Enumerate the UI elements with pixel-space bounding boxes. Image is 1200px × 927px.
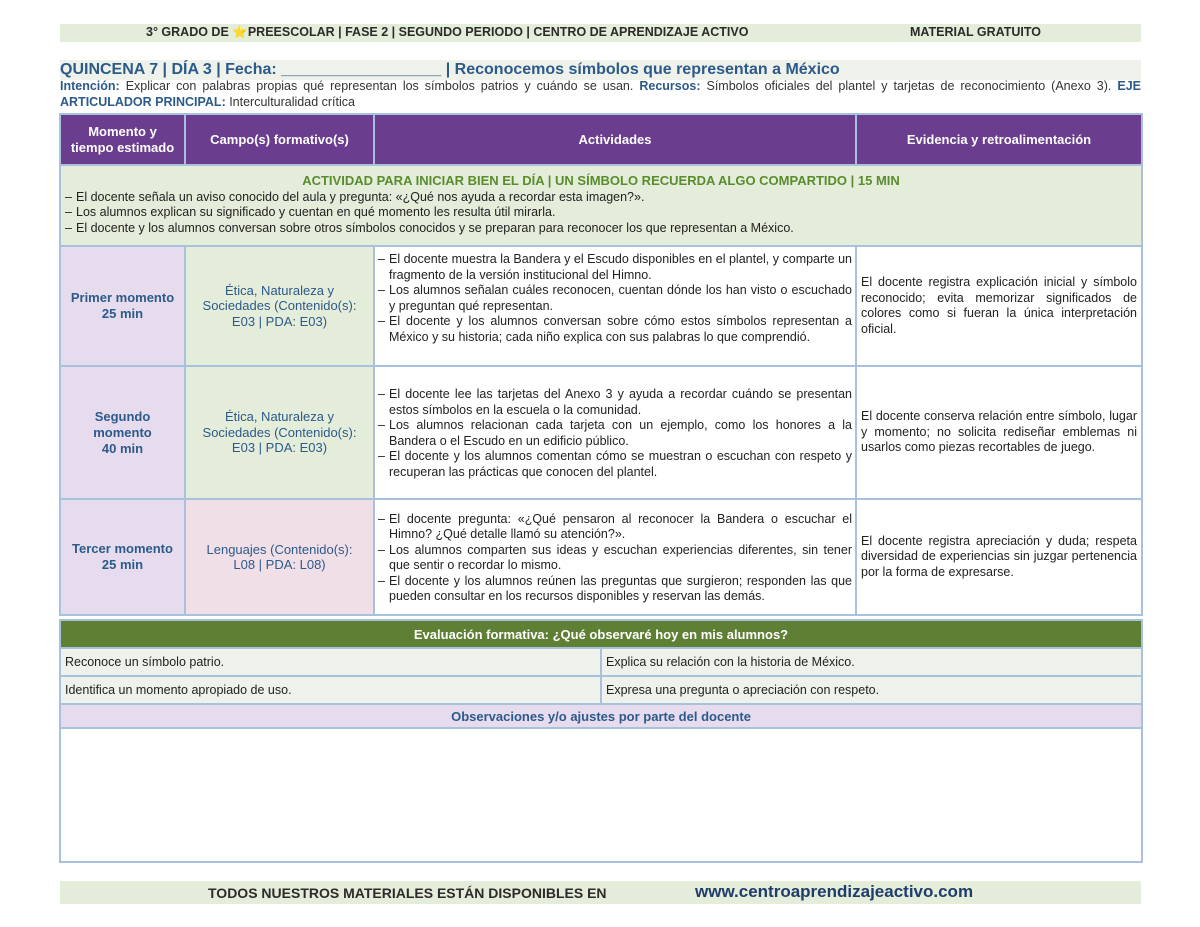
header-campo: Campo(s) formativo(s) bbox=[185, 114, 374, 165]
moment-cell: Segundo momento 40 min bbox=[60, 366, 185, 499]
list-item: – El docente y los alumnos comentan cómo se muestran o escuchan con respeto y recuperan las prácticas que conocen del plantel. bbox=[378, 449, 852, 479]
list-item: – Los alumnos señalan cuáles reconocen, cuentan dónde los han visto o escuchado y preguntan qué representan. bbox=[378, 283, 852, 313]
list-item: – El docente pregunta: «¿Qué pensaron al reconocer la Bandera o escuchar el Himno? ¿Qué detalle llamó su atención?». bbox=[378, 511, 852, 541]
intencion-text: Explicar con palabras propias qué representan los símbolos patrios y cuándo se usan. bbox=[119, 79, 640, 93]
intencion-label: Intención: bbox=[60, 79, 120, 93]
top-banner bbox=[60, 24, 1141, 42]
footer-banner bbox=[60, 881, 1141, 904]
campo-cell: Ética, Naturaleza y Sociedades (Contenido(s): E03 | PDA: E03) bbox=[185, 366, 374, 499]
start-activity-cell bbox=[60, 165, 1142, 246]
start-activity-row bbox=[60, 165, 1142, 246]
list-item: – Los alumnos comparten sus ideas y escuchan experiencias diferentes, sin tener que sentir o recordar lo mismo. bbox=[378, 542, 852, 572]
activities-cell bbox=[374, 246, 856, 366]
list-item: – Los alumnos relacionan cada tarjeta con un ejemplo, como los honores a la Bandera o el Escudo en un edificio público. bbox=[378, 418, 852, 448]
campo-cell: Lenguajes (Contenido(s): L08 | PDA: L08) bbox=[185, 499, 374, 615]
start-activity-title: ACTIVIDAD PARA INICIAR BIEN EL DÍA | UN SÍMBOLO RECUERDA ALGO COMPARTIDO | 15 MIN bbox=[302, 173, 900, 188]
observations-area[interactable] bbox=[60, 728, 1142, 862]
activities-cell bbox=[374, 499, 856, 615]
activities-cell bbox=[374, 366, 856, 499]
recursos-text: Símbolos oficiales del plantel y tarjetas de reconocimiento (Anexo 3). bbox=[700, 79, 1118, 93]
table-row bbox=[60, 366, 1142, 499]
table-header-row bbox=[60, 114, 1142, 165]
moment-cell: Primer momento 25 min bbox=[60, 246, 185, 366]
eje-text: Interculturalidad crítica bbox=[225, 94, 355, 109]
evaluation-table bbox=[59, 619, 1143, 863]
header-actividades: Actividades bbox=[374, 114, 856, 165]
footer-text: TODOS NUESTROS MATERIALES ESTÁN DISPONIBLES EN bbox=[208, 885, 607, 901]
evidence-cell: El docente registra explicación inicial y símbolo reconocido; evita memorizar significados de colores como si fueran la única interpretación oficial. bbox=[856, 246, 1142, 366]
recursos-label: Recursos: bbox=[639, 79, 701, 93]
footer-url-link[interactable]: www.centroaprendizajeactivo.com bbox=[695, 882, 974, 901]
table-row bbox=[60, 499, 1142, 615]
evidence-cell: El docente conserva relación entre símbolo, lugar y momento; no solicita rediseñar emblemas ni usarlos como piezas recortables de juego. bbox=[856, 366, 1142, 499]
observations-title: Observaciones y/o ajustes por parte del docente bbox=[60, 704, 1142, 728]
planning-table bbox=[59, 113, 1143, 616]
list-item: – El docente y los alumnos conversan sobre otros símbolos conocidos y se preparan para reconocer los que representan a México. bbox=[65, 220, 794, 235]
evidence-cell: El docente registra apreciación y duda; respeta diversidad de experiencias sin juzgar pertenencia por la forma de expresarse. bbox=[856, 499, 1142, 615]
list-item: – El docente señala un aviso conocido del aula y pregunta: «¿Qué nos ayuda a recordar esta imagen?». bbox=[65, 189, 645, 204]
list-item: – El docente y los alumnos reúnen las preguntas que surgieron; responden las que pueden consultar en los recursos disponibles y reservan las demás. bbox=[378, 573, 852, 603]
banner-free-material: MATERIAL GRATUITO bbox=[910, 25, 1042, 39]
evaluation-item: Explica su relación con la historia de México. bbox=[601, 648, 1142, 676]
moment-cell: Tercer momento 25 min bbox=[60, 499, 185, 615]
intent-block bbox=[60, 79, 1141, 110]
page-title: QUINCENA 7 | DÍA 3 | Fecha: __________________ | Reconocemos símbolos que representan a México bbox=[60, 60, 1141, 80]
table-row bbox=[60, 246, 1142, 366]
eje-label: EJE ARTICULADOR PRINCIPAL: bbox=[60, 79, 1141, 109]
evaluation-item: Expresa una pregunta o apreciación con respeto. bbox=[601, 676, 1142, 704]
list-item: – El docente lee las tarjetas del Anexo 3 y ayuda a recordar cuándo se presentan estos símbolos en la escuela o la comunidad. bbox=[378, 387, 852, 417]
list-item: – El docente y los alumnos conversan sobre cómo estos símbolos representan a México y su historia; cada niño explica con sus palabras lo que comprendió. bbox=[378, 314, 852, 344]
list-item: – El docente muestra la Bandera y el Escudo disponibles en el plantel, y comparte un fragmento de la versión institucional del Himno. bbox=[378, 252, 852, 282]
evaluation-item: Identifica un momento apropiado de uso. bbox=[60, 676, 601, 704]
banner-title: 3° GRADO DE ⭐PREESCOLAR | FASE 2 | SEGUNDO PERIODO | CENTRO DE APRENDIZAJE ACTIVO bbox=[146, 25, 749, 39]
header-moment: Momento y tiempo estimado bbox=[60, 114, 185, 165]
star-icon: ⭐ bbox=[232, 25, 248, 39]
evaluation-title: Evaluación formativa: ¿Qué observaré hoy en mis alumnos? bbox=[60, 620, 1142, 648]
header-evidencia: Evidencia y retroalimentación bbox=[856, 114, 1142, 165]
evaluation-item: Reconoce un símbolo patrio. bbox=[60, 648, 601, 676]
list-item: – Los alumnos explican su significado y cuentan en qué momento les resulta útil mirarla. bbox=[65, 205, 556, 219]
campo-cell: Ética, Naturaleza y Sociedades (Contenido(s): E03 | PDA: E03) bbox=[185, 246, 374, 366]
